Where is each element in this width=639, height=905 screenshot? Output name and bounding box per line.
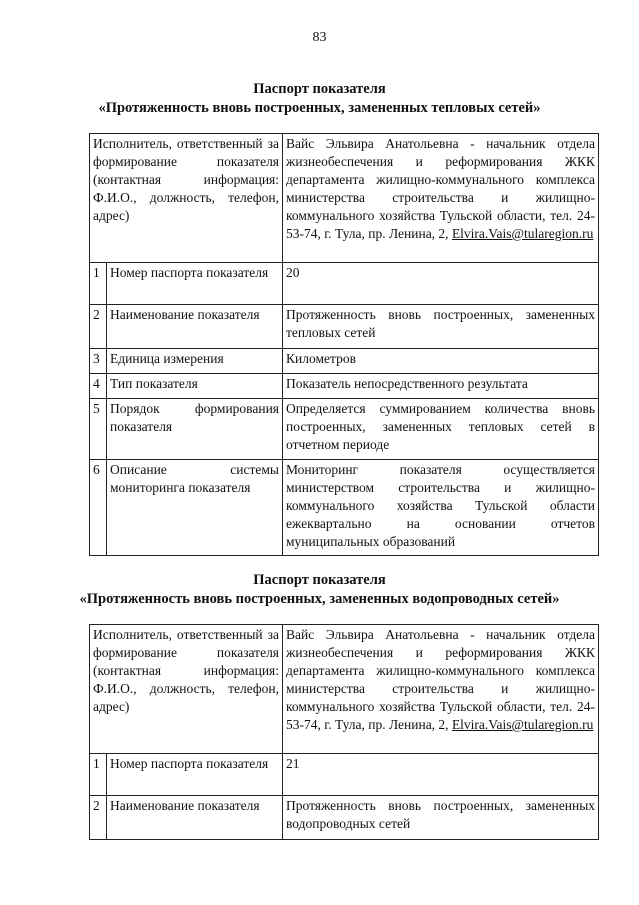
- row-value: 21: [283, 754, 599, 796]
- row-value: Протяженность вновь построенных, замененных водопроводных сетей: [283, 796, 599, 840]
- executor-value: [283, 134, 599, 263]
- row-number: 4: [90, 374, 107, 399]
- row-label: Наименование показателя: [107, 305, 283, 349]
- table-row: [90, 263, 599, 305]
- table-row-executor: [90, 134, 599, 263]
- passport-1-title-line2: «Протяженность вновь построенных, замененных тепловых сетей»: [98, 100, 541, 116]
- row-value: Показатель непосредственного результата: [283, 374, 599, 399]
- row-value: Протяженность вновь построенных, замененных тепловых сетей: [283, 305, 599, 349]
- passport-1-title: [0, 80, 639, 118]
- executor-email-link[interactable]: Elvira.Vais@tularegion.ru: [451, 226, 594, 241]
- passport-2-table: [89, 624, 599, 840]
- row-label: Наименование показателя: [107, 796, 283, 840]
- table-row-executor: [90, 625, 599, 754]
- executor-label: Исполнитель, ответственный за формирование показателя (контактная информация: Ф.И.О., должность, телефон, адрес): [90, 625, 283, 754]
- passport-2-title: [0, 571, 639, 609]
- executor-value: [283, 625, 599, 754]
- executor-label: Исполнитель, ответственный за формирование показателя (контактная информация: Ф.И.О., должность, телефон, адрес): [90, 134, 283, 263]
- table-row: [90, 796, 599, 840]
- row-label: Номер паспорта показателя: [107, 263, 283, 305]
- passport-2-title-line2: «Протяженность вновь построенных, замененных водопроводных сетей»: [79, 591, 560, 607]
- executor-value-text: Вайс Эльвира Анатольевна - начальник отдела жизнеобеспечения и реформирования ЖКК департамента жилищно-коммунального комплекса министерства строительства и жилищно-коммунального хозяйства Тульской области, тел. 24-53-74, г. Тула, пр. Ленина, 2,: [286, 136, 596, 241]
- row-number: 5: [90, 399, 107, 460]
- table-row: [90, 349, 599, 374]
- executor-email-link[interactable]: Elvira.Vais@tularegion.ru: [451, 717, 594, 732]
- row-number: 1: [90, 263, 107, 305]
- row-value: Километров: [283, 349, 599, 374]
- table-row: [90, 374, 599, 399]
- row-value: Мониторинг показателя осуществляется министерством строительства и жилищно-коммунального хозяйства Тульской области ежеквартально на основании отчетов муниципальных образований: [283, 460, 599, 556]
- passport-2-title-line1: Паспорт показателя: [253, 572, 386, 588]
- row-number: 2: [90, 305, 107, 349]
- row-value: Определяется суммированием количества вновь построенных, замененных тепловых сетей в отчетном периоде: [283, 399, 599, 460]
- table-row: [90, 399, 599, 460]
- row-label: Единица измерения: [107, 349, 283, 374]
- row-number: 6: [90, 460, 107, 556]
- table-row: [90, 460, 599, 556]
- row-value: 20: [283, 263, 599, 305]
- row-label: Описание системы мониторинга показателя: [107, 460, 283, 556]
- row-label: Номер паспорта показателя: [107, 754, 283, 796]
- executor-value-text: Вайс Эльвира Анатольевна - начальник отдела жизнеобеспечения и реформирования ЖКК департамента жилищно-коммунального комплекса министерства строительства и жилищно-коммунального хозяйства Тульской области, тел. 24-53-74, г. Тула, пр. Ленина, 2,: [286, 627, 596, 732]
- row-label: Тип показателя: [107, 374, 283, 399]
- passport-1-title-line1: Паспорт показателя: [253, 81, 386, 97]
- passport-1-table: [89, 133, 599, 556]
- page-number: 83: [312, 30, 327, 45]
- row-number: 3: [90, 349, 107, 374]
- row-number: 2: [90, 796, 107, 840]
- row-label: Порядок формирования показателя: [107, 399, 283, 460]
- table-row: [90, 754, 599, 796]
- row-number: 1: [90, 754, 107, 796]
- table-row: [90, 305, 599, 349]
